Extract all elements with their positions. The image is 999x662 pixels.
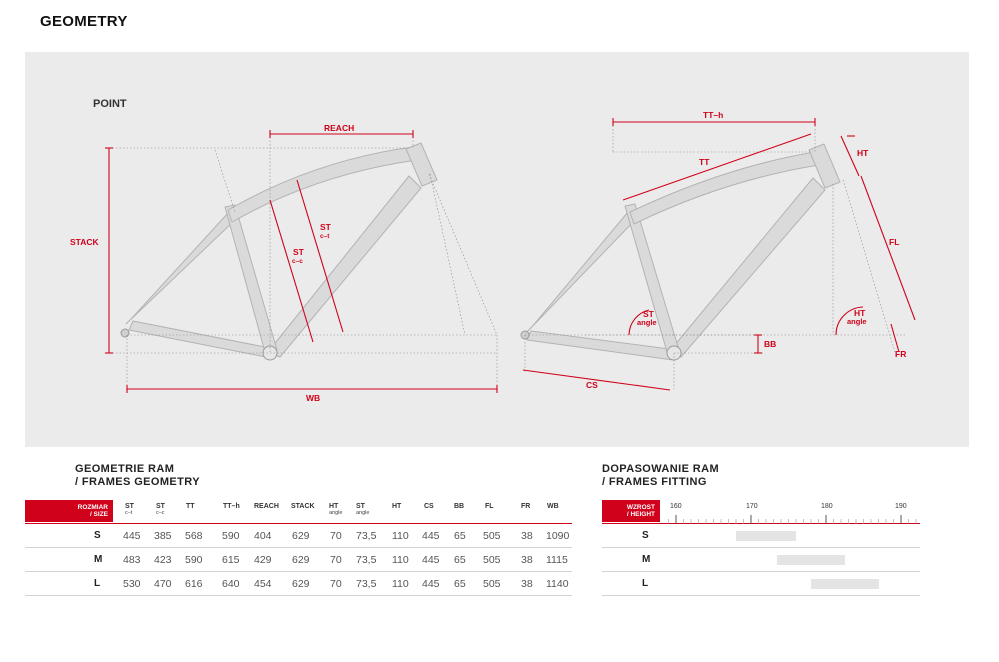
table-row	[25, 572, 572, 596]
left-guides	[109, 130, 497, 389]
cell-tt-h: 590	[222, 530, 240, 542]
label-st-ct-sub: c–t	[320, 233, 330, 240]
geometry-diagram	[25, 52, 969, 447]
height-header-line1: WZROST	[626, 504, 655, 511]
left-measure-labels	[70, 123, 354, 403]
left-diagram-title: POINT	[93, 98, 127, 110]
cell-st-angle: 73,5	[356, 554, 377, 566]
label-st-angle: ST	[643, 309, 654, 319]
fitting-title-line2: / FRAMES FITTING	[602, 476, 707, 488]
label-wb: WB	[306, 393, 321, 403]
size-column-header	[25, 500, 113, 522]
table-row	[602, 524, 920, 548]
cell-fl: 505	[483, 530, 501, 542]
size-label: L	[642, 578, 649, 589]
height-tick-label: 170	[746, 503, 758, 510]
cell-ht: 110	[392, 530, 409, 542]
cell-st-ct: 445	[123, 530, 141, 542]
label-ht-angle: HT	[854, 308, 866, 318]
cell-st-ct: 483	[123, 554, 141, 566]
size-header-line2: / SIZE	[89, 511, 108, 518]
cell-cs: 445	[422, 530, 440, 542]
height-tick-label: 180	[821, 503, 833, 510]
height-range-bar	[777, 555, 845, 565]
col-header-fl: FL	[485, 503, 494, 510]
height-column-header	[602, 500, 660, 522]
label-fr: FR	[895, 349, 907, 359]
col-header-st-angle: ST angle	[356, 503, 370, 516]
col-header-wb: WB	[547, 503, 559, 510]
cell-wb: 1115	[546, 554, 568, 566]
cell-wb: 1090	[546, 530, 570, 542]
label-tt-h: TT–h	[703, 110, 724, 120]
col-header-tt-h: TT–h	[223, 503, 240, 510]
cell-tt: 590	[185, 554, 203, 566]
label-stack: STACK	[70, 237, 99, 247]
cell-tt: 616	[185, 578, 203, 590]
height-ruler	[662, 515, 920, 524]
label-st-ct: ST	[320, 222, 331, 232]
cell-reach: 454	[254, 578, 272, 590]
cell-ht-angle: 70	[330, 554, 342, 566]
size-label: S	[94, 530, 101, 541]
page-title: GEOMETRY	[40, 13, 128, 30]
fitting-title-line1: DOPASOWANIE RAM	[602, 463, 720, 475]
geometry-table-title	[75, 463, 200, 489]
cell-tt-h: 640	[222, 578, 240, 590]
col-header-fr: FR	[521, 503, 531, 510]
cell-ht-angle: 70	[330, 578, 342, 590]
col-header-stack: STACK	[291, 503, 315, 510]
cell-stack: 629	[292, 578, 310, 590]
table-row	[25, 524, 572, 548]
left-bike-frame	[121, 143, 437, 360]
fitting-table-title	[602, 463, 719, 489]
fitting-table-header	[602, 498, 920, 524]
table-row	[602, 548, 920, 572]
label-tt: TT	[699, 157, 710, 167]
table-row	[602, 572, 920, 596]
label-fl: FL	[889, 237, 900, 247]
cell-st-cc: 385	[154, 530, 172, 542]
size-label: L	[94, 578, 101, 589]
size-label: S	[642, 530, 649, 541]
size-label: M	[642, 554, 651, 565]
cell-ht-angle: 70	[330, 530, 342, 542]
cell-cs: 445	[422, 554, 440, 566]
height-header-line2: / HEIGHT	[626, 511, 655, 518]
cell-reach: 404	[254, 530, 272, 542]
cell-fr: 38	[521, 554, 533, 566]
label-cs: CS	[586, 380, 598, 390]
height-range-bar	[811, 579, 879, 589]
geometry-table-header	[25, 498, 572, 524]
cell-st-ct: 530	[123, 578, 141, 590]
col-header-cs: CS	[424, 503, 434, 510]
cell-st-angle: 73,5	[356, 530, 377, 542]
cell-reach: 429	[254, 554, 272, 566]
cell-st-cc: 470	[154, 578, 172, 590]
geometry-title-line1: GEOMETRIE RAM	[75, 463, 175, 475]
cell-ht: 110	[392, 578, 409, 590]
cell-tt: 568	[185, 530, 203, 542]
col-header-ht-angle: HT angle	[329, 503, 343, 516]
table-row	[25, 548, 572, 572]
fitting-table	[602, 498, 920, 596]
cell-tt-h: 615	[222, 554, 240, 566]
cell-fr: 38	[521, 578, 533, 590]
label-st-angle-sub: angle	[637, 318, 657, 327]
col-header-st-ct: ST c–t	[125, 503, 134, 516]
geometry-table	[25, 498, 572, 596]
size-label: M	[94, 554, 103, 565]
label-st-cc: ST	[293, 247, 304, 257]
size-header-line1: ROZMIAR	[77, 504, 108, 511]
label-st-cc-sub: c–c	[292, 258, 303, 265]
col-header-bb: BB	[454, 503, 465, 510]
cell-bb: 65	[454, 530, 466, 542]
geometry-title-line2: / FRAMES GEOMETRY	[75, 476, 200, 488]
cell-bb: 65	[454, 554, 466, 566]
col-header-tt: TT	[186, 503, 195, 510]
right-guides	[525, 122, 905, 389]
height-range-bar	[736, 531, 796, 541]
cell-fl: 505	[483, 578, 501, 590]
label-ht: HT	[857, 148, 869, 158]
cell-wb: 1140	[546, 578, 569, 590]
label-ht-angle-sub: angle	[847, 317, 867, 326]
right-measure-lines	[523, 118, 915, 390]
label-reach: REACH	[324, 123, 355, 133]
cell-fl: 505	[483, 554, 501, 566]
height-tick-label: 190	[895, 503, 907, 510]
col-header-reach: REACH	[254, 503, 279, 510]
col-header-ht: HT	[392, 503, 402, 510]
geometry-diagram-panel	[25, 52, 969, 447]
height-tick-label: 160	[670, 503, 682, 510]
cell-cs: 445	[422, 578, 440, 590]
label-bb: BB	[764, 339, 777, 349]
cell-bb: 65	[454, 578, 466, 590]
cell-st-cc: 423	[154, 554, 172, 566]
col-header-st-cc: ST c–c	[156, 503, 165, 516]
cell-stack: 629	[292, 554, 310, 566]
cell-fr: 38	[521, 530, 533, 542]
cell-st-angle: 73,5	[356, 578, 377, 590]
cell-ht: 110	[392, 554, 409, 566]
cell-stack: 629	[292, 530, 310, 542]
right-bike-frame	[521, 144, 840, 360]
